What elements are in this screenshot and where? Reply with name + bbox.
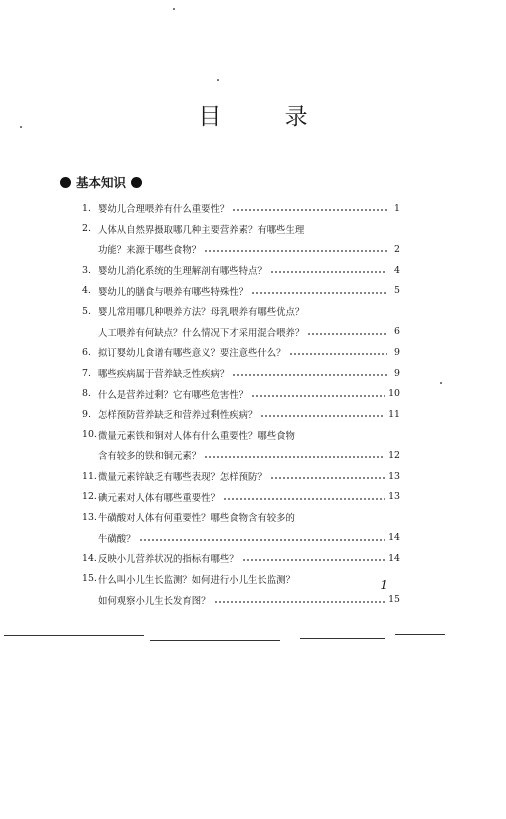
toc-entry xyxy=(82,301,400,322)
toc-entry-text: 微量元素锌缺乏有哪些表现？怎样预防？ xyxy=(98,472,267,484)
toc-entry-text: 人体从自然界摄取哪几种主要营养素？有哪些生理 xyxy=(98,224,305,236)
dot-leader xyxy=(251,292,387,294)
toc-entry xyxy=(82,589,400,610)
toc-entry-text: 婴幼儿消化系统的生理解剖有哪些特点？ xyxy=(98,266,267,278)
section-heading xyxy=(60,173,142,191)
scan-speck xyxy=(217,79,219,81)
toc-entry-text: 婴儿常用哪几种喂养方法？母乳喂养有哪些优点？ xyxy=(98,307,305,319)
toc-entry xyxy=(82,363,400,384)
toc-entry-number: 12. xyxy=(82,491,97,503)
toc-entry-number: 3. xyxy=(82,264,91,276)
toc-entry xyxy=(82,280,400,301)
scan-speck xyxy=(20,126,22,128)
toc-entry-page: 11 xyxy=(388,408,400,420)
toc-entry-number: 1. xyxy=(82,202,91,214)
toc-entry-page: 14 xyxy=(388,532,400,544)
section-title: 基本知识 xyxy=(76,175,127,190)
toc-entry-number: 4. xyxy=(82,285,91,297)
toc-entry-page: 2 xyxy=(394,243,400,255)
dot-leader xyxy=(270,271,387,273)
toc-entry xyxy=(82,260,400,281)
dot-leader xyxy=(242,559,385,561)
toc-entry-page: 14 xyxy=(388,552,400,564)
dot-leader xyxy=(251,395,385,397)
toc-entry-page: 9 xyxy=(394,367,400,379)
toc-entry-text: 含有较多的铁和铜元素？ xyxy=(98,451,202,463)
toc-entry-text: 婴幼儿合理喂养有什么重要性？ xyxy=(98,204,230,216)
toc-entry-text: 哪些疾病属于营养缺乏性疾病？ xyxy=(98,369,230,381)
toc-entry-text: 拟订婴幼儿食谱有哪些意义？要注意些什么？ xyxy=(98,348,286,360)
toc-entry-number: 15. xyxy=(82,573,97,585)
toc-entry-number: 5. xyxy=(82,305,91,317)
toc-entry-number: 7. xyxy=(82,367,91,379)
toc-entry xyxy=(82,219,400,240)
dot-leader xyxy=(139,539,386,541)
bullet-dot-icon xyxy=(60,177,71,188)
toc-entry-text: 人工喂养有何缺点？什么情况下才采用混合喂养？ xyxy=(98,327,305,339)
bullet-dot-icon xyxy=(131,177,142,188)
toc-entry-text: 什么是营养过剩？它有哪些危害性？ xyxy=(98,389,249,401)
scan-line xyxy=(4,635,144,636)
toc-entry xyxy=(82,445,400,466)
dot-leader xyxy=(232,209,387,211)
toc-entry-text: 如何观察小儿生长发育图？ xyxy=(98,595,211,607)
toc-entry xyxy=(82,342,400,363)
toc-entry xyxy=(82,507,400,528)
toc-entry-text: 牛磺酸？ xyxy=(98,533,136,545)
toc-entry-text: 功能？来源于哪些食物？ xyxy=(98,245,202,257)
dot-leader xyxy=(204,456,385,458)
toc-entry xyxy=(82,404,400,425)
toc-entry-number: 8. xyxy=(82,388,91,400)
dot-leader xyxy=(260,415,385,417)
toc-entry-number: 11. xyxy=(82,470,97,482)
toc-entry-page: 9 xyxy=(394,346,400,358)
toc-entry xyxy=(82,528,400,549)
toc-entry-page: 13 xyxy=(388,470,400,482)
toc-entry-page: 6 xyxy=(394,326,400,338)
toc-entry-text: 微量元素铁和铜对人体有什么重要性？哪些食物 xyxy=(98,430,295,442)
toc-entry-number: 13. xyxy=(82,511,97,523)
toc-entry-number: 14. xyxy=(82,552,97,564)
toc-entry-number: 6. xyxy=(82,346,91,358)
dot-leader xyxy=(289,353,387,355)
toc-entry xyxy=(82,383,400,404)
table-of-contents xyxy=(82,198,400,610)
toc-entry-page: 13 xyxy=(388,491,400,503)
toc-entry xyxy=(82,239,400,260)
toc-entry-page: 15 xyxy=(388,594,400,606)
toc-entry-text: 怎样预防营养缺乏和营养过剩性疾病？ xyxy=(98,410,258,422)
toc-entry-text: 反映小儿营养状况的指标有哪些？ xyxy=(98,554,239,566)
toc-entry-number: 9. xyxy=(82,408,91,420)
toc-entry xyxy=(82,486,400,507)
dot-leader xyxy=(223,498,385,500)
toc-entry-page: 1 xyxy=(394,202,400,214)
dot-leader xyxy=(214,601,386,603)
toc-entry xyxy=(82,425,400,446)
page-title: 目 录 xyxy=(198,104,336,130)
scan-line xyxy=(395,634,445,635)
toc-entry xyxy=(82,322,400,343)
toc-entry-text: 牛磺酸对人体有何重要性？哪些食物含有较多的 xyxy=(98,513,295,525)
scan-line xyxy=(150,640,280,641)
scan-speck xyxy=(173,8,175,10)
toc-entry-number: 2. xyxy=(82,223,91,235)
dot-leader xyxy=(204,250,387,252)
toc-entry-text: 碘元素对人体有哪些重要性？ xyxy=(98,492,220,504)
toc-entry xyxy=(82,198,400,219)
dot-leader xyxy=(307,333,387,335)
toc-entry-page: 5 xyxy=(394,285,400,297)
page-number: 1 xyxy=(380,578,388,592)
dot-leader xyxy=(232,374,387,376)
toc-entry-page: 10 xyxy=(388,388,400,400)
toc-entry-number: 10. xyxy=(82,429,97,441)
toc-entry-page: 4 xyxy=(394,264,400,276)
dot-leader xyxy=(270,477,385,479)
toc-entry-text: 什么叫小儿生长监测？如何进行小儿生长监测？ xyxy=(98,574,295,586)
toc-entry xyxy=(82,548,400,569)
toc-entry xyxy=(82,569,400,590)
scan-line xyxy=(300,638,385,639)
scan-speck xyxy=(440,382,442,384)
toc-entry xyxy=(82,466,400,487)
toc-entry-page: 12 xyxy=(388,449,400,461)
toc-entry-text: 婴幼儿的膳食与喂养有哪些特殊性？ xyxy=(98,286,249,298)
